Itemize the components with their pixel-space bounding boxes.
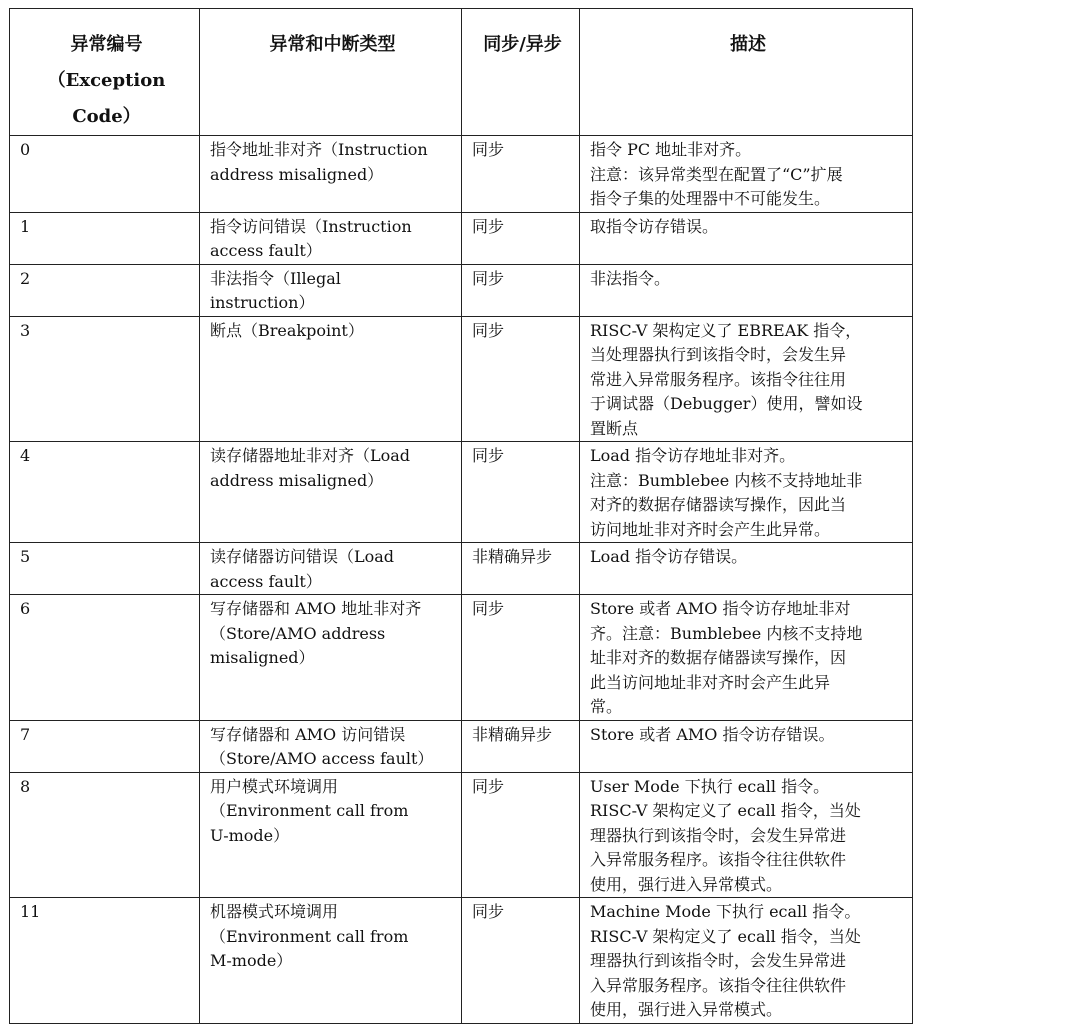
cell-exception-type <box>200 136 462 213</box>
header-code-line: Code） <box>72 106 141 127</box>
description-line: 当处理器执行到该指令时，会发生异 <box>590 345 847 364</box>
header-exception-code <box>10 9 200 136</box>
cell-exception-type <box>200 772 462 898</box>
table-header-row <box>10 9 913 136</box>
cell-exception-code: 3 <box>10 316 200 442</box>
description-line: 对齐的数据存储器读写操作，因此当 <box>590 495 847 514</box>
type-line: U-mode） <box>210 825 290 845</box>
description-line: Store 或者 AMO 指令访存地址非对 <box>590 599 851 618</box>
cell-exception-type <box>200 595 462 721</box>
type-line: （Store/AMO access fault） <box>210 749 434 768</box>
type-line: misaligned） <box>210 648 315 667</box>
cell-sync-type: 同步 <box>462 442 580 543</box>
type-line: 非法指令（Illegal <box>210 268 341 288</box>
cell-description <box>580 442 913 543</box>
description-line: 理器执行到该指令时，会发生异常进 <box>590 825 847 845</box>
table-row <box>10 720 913 772</box>
table-row <box>10 212 913 264</box>
cell-exception-code: 5 <box>10 543 200 595</box>
type-line: 读存储器地址非对齐（Load <box>210 446 411 465</box>
cell-sync-type: 同步 <box>462 316 580 442</box>
cell-description <box>580 316 913 442</box>
cell-sync-type: 非精确异步 <box>462 543 580 595</box>
description-line: 常。 <box>590 697 623 716</box>
cell-description <box>580 264 913 316</box>
type-line: 指令地址非对齐（Instruction <box>210 140 428 159</box>
table-row <box>10 316 913 442</box>
type-line: access fault） <box>210 241 322 260</box>
exception-code-table <box>9 8 913 1024</box>
type-line: instruction） <box>210 293 315 312</box>
type-line: 机器模式环境调用 <box>210 902 339 921</box>
type-line: 写存储器和 AMO 地址非对齐 <box>210 599 422 618</box>
table-row <box>10 136 913 213</box>
table-row <box>10 543 913 595</box>
description-line: Store 或者 AMO 指令访存错误。 <box>590 724 835 744</box>
type-line: 用户模式环境调用 <box>210 776 339 796</box>
description-line: 址非对齐的数据存储器读写操作，因 <box>590 648 847 667</box>
cell-sync-type: 同步 <box>462 264 580 316</box>
cell-description <box>580 212 913 264</box>
type-line: （Environment call from <box>210 926 409 946</box>
header-type: 异常和中断类型 <box>200 9 462 136</box>
cell-sync-type: 同步 <box>462 772 580 898</box>
table-row <box>10 442 913 543</box>
table-row <box>10 595 913 721</box>
table-row <box>10 898 913 1024</box>
description-line: 指令子集的处理器中不可能发生。 <box>590 189 831 208</box>
cell-exception-code: 2 <box>10 264 200 316</box>
description-line: 注意：Bumblebee 内核不支持地址非 <box>590 470 863 490</box>
header-code-line: 异常编号 <box>70 34 143 55</box>
type-line: access fault） <box>210 571 322 591</box>
description-line: 于调试器（Debugger）使用，譬如设 <box>590 394 863 413</box>
description-line: 理器执行到该指令时，会发生异常进 <box>590 951 847 970</box>
type-line: 写存储器和 AMO 访问错误 <box>210 724 406 744</box>
header-description: 描述 <box>580 9 913 136</box>
cell-exception-type <box>200 720 462 772</box>
type-line: 读存储器访问错误（Load <box>210 547 395 566</box>
description-line: Load 指令访存地址非对齐。 <box>590 446 796 465</box>
header-sync: 同步/异步 <box>462 9 580 136</box>
type-line: address misaligned） <box>210 164 384 184</box>
cell-description <box>580 595 913 721</box>
type-line: 指令访问错误（Instruction <box>210 216 412 236</box>
description-line: 注意：该异常类型在配置了“C”扩展 <box>590 164 843 184</box>
description-line: 此当访问地址非对齐时会产生此异 <box>590 672 831 692</box>
cell-exception-code: 6 <box>10 595 200 721</box>
header-code-line: （Exception <box>47 70 166 91</box>
cell-description <box>580 543 913 595</box>
type-line: 断点（Breakpoint） <box>210 320 364 340</box>
cell-exception-code: 8 <box>10 772 200 898</box>
cell-exception-type <box>200 316 462 442</box>
description-line: 使用，强行进入异常模式。 <box>590 874 783 894</box>
description-line: 使用，强行进入异常模式。 <box>590 1000 783 1019</box>
description-line: 入异常服务程序。该指令往往供软件 <box>590 850 847 869</box>
table-row <box>10 772 913 898</box>
cell-exception-type <box>200 442 462 543</box>
cell-exception-type <box>200 264 462 316</box>
description-line: 访问地址非对齐时会产生此异常。 <box>590 519 831 539</box>
cell-sync-type: 同步 <box>462 898 580 1024</box>
description-line: 齐。注意：Bumblebee 内核不支持地 <box>590 623 863 643</box>
description-line: User Mode 下执行 ecall 指令。 <box>590 776 830 796</box>
table-body <box>10 136 913 1024</box>
description-line: 非法指令。 <box>590 268 671 288</box>
description-line: RISC-V 架构定义了 ecall 指令，当处 <box>590 926 861 946</box>
description-line: RISC-V 架构定义了 EBREAK 指令， <box>590 320 862 340</box>
cell-description <box>580 720 913 772</box>
cell-sync-type: 同步 <box>462 595 580 721</box>
cell-description <box>580 898 913 1024</box>
type-line: （Environment call from <box>210 801 409 820</box>
cell-exception-type <box>200 898 462 1024</box>
description-line: Load 指令访存错误。 <box>590 547 748 566</box>
table-row <box>10 264 913 316</box>
cell-exception-type <box>200 543 462 595</box>
cell-sync-type: 同步 <box>462 212 580 264</box>
description-line: RISC-V 架构定义了 ecall 指令，当处 <box>590 801 861 820</box>
type-line: M-mode） <box>210 951 293 970</box>
type-line: address misaligned） <box>210 470 384 490</box>
cell-description <box>580 136 913 213</box>
description-line: 置断点 <box>590 418 639 438</box>
cell-exception-code: 1 <box>10 212 200 264</box>
cell-description <box>580 772 913 898</box>
description-line: 常进入异常服务程序。该指令往往用 <box>590 369 847 389</box>
cell-sync-type: 非精确异步 <box>462 720 580 772</box>
description-line: 入异常服务程序。该指令往往供软件 <box>590 975 847 995</box>
description-line: 指令 PC 地址非对齐。 <box>590 140 752 159</box>
cell-exception-code: 0 <box>10 136 200 213</box>
cell-exception-code: 7 <box>10 720 200 772</box>
cell-exception-code: 11 <box>10 898 200 1024</box>
description-line: Machine Mode 下执行 ecall 指令。 <box>590 902 861 921</box>
cell-sync-type: 同步 <box>462 136 580 213</box>
description-line: 取指令访存错误。 <box>590 216 719 236</box>
cell-exception-type <box>200 212 462 264</box>
type-line: （Store/AMO address <box>210 623 386 643</box>
cell-exception-code: 4 <box>10 442 200 543</box>
